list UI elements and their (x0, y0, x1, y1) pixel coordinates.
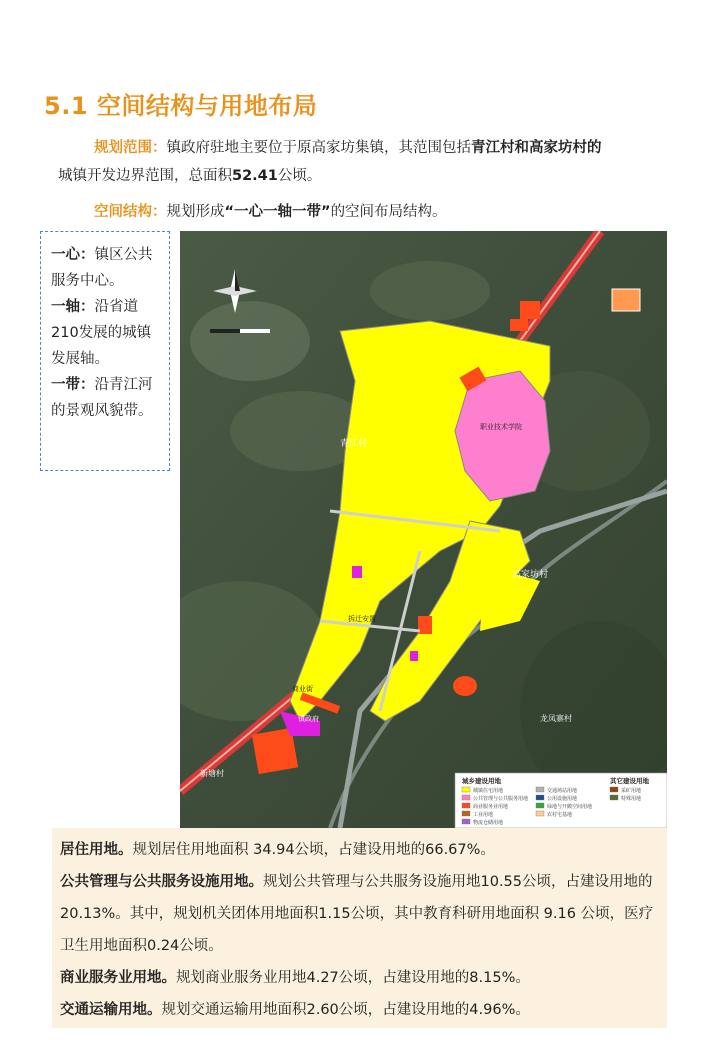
landuse-public (60, 866, 657, 962)
admin-parcel (410, 651, 418, 661)
land-use-map (180, 231, 667, 828)
landuse-key: 居住用地。 (60, 842, 133, 858)
legend-swatch (462, 795, 470, 800)
map-canvas (180, 231, 667, 828)
legend-label: 城镇住宅用地 (473, 788, 504, 794)
structure-bold: “一心一轴一带” (224, 204, 331, 220)
commercial-parcel (453, 676, 477, 696)
legend-swatch (462, 803, 470, 808)
legend-label: 公共管理与公共服务用地 (473, 796, 529, 802)
landuse-residential (60, 834, 657, 866)
legend-swatch (462, 787, 470, 792)
legend-title-urban: 城乡建设用地 (462, 777, 501, 785)
sidebox-value: 沿青江河的景观风貌带。 (51, 377, 153, 419)
legend-swatch (536, 787, 544, 792)
scope-bold-1: 青江村和高家坊村的 (471, 140, 602, 156)
map-label-longfeng: 龙凤寨村 (540, 714, 572, 723)
structure-text-1: 规划形成 (166, 204, 225, 220)
legend-label: 工业用地 (473, 812, 494, 818)
structure-lead: 空间结构： (94, 204, 167, 220)
legend-label: 特殊用地 (621, 796, 642, 802)
map-label-street: 商业街 (292, 685, 313, 693)
scale-bar (210, 329, 270, 333)
sidebox-item-axis (51, 294, 161, 372)
structure-paragraph (94, 199, 447, 225)
map-label-college: 职业技术学院 (480, 423, 522, 431)
landuse-text: 规划居住用地面积 34.94公顷，占建设用地的66.67%。 (132, 842, 495, 858)
legend-swatch (462, 819, 470, 824)
rural-parcel (612, 289, 640, 311)
scope-lead: 规划范围： (94, 140, 167, 156)
land-use-summary (52, 828, 667, 1028)
map-label-qingjiang: 青江村 (340, 439, 368, 449)
commercial-parcel (520, 301, 540, 319)
landuse-key: 商业服务业用地。 (60, 970, 176, 986)
landuse-text: 规划公共管理与公共服务设施用地10.55公顷，占建设用地的20.13%。其中，规划机关团体用地面积1.15公顷，其中教育科研用地面积 9.16 公顷，医疗卫生用地面积0.24公顷。 (60, 874, 654, 954)
legend-swatch (462, 811, 470, 816)
landuse-text: 规划商业服务业用地4.27公顷，占建设用地的8.15%。 (176, 970, 530, 986)
sidebox-item-belt (51, 372, 161, 424)
landuse-commercial (60, 962, 657, 994)
commercial-parcel (510, 319, 528, 331)
sidebox-value: 沿省道210发展的城镇发展轴。 (51, 299, 152, 367)
sidebox-key: 一轴： (51, 299, 95, 315)
map-label-resettle: 拆迁安置 (348, 615, 376, 623)
landuse-key: 交通运输用地。 (60, 1002, 162, 1018)
landuse-key: 公共管理与公共服务设施用地。 (60, 874, 263, 890)
admin-parcel (352, 566, 362, 578)
legend-label: 采矿用地 (621, 788, 642, 794)
sidebox-item-center (51, 242, 161, 294)
legend-label: 公用设施用地 (547, 796, 578, 802)
scope-paragraph (94, 135, 602, 161)
landuse-transport (60, 994, 657, 1026)
legend-swatch (610, 795, 618, 800)
legend-label: 农村宅基地 (547, 812, 573, 818)
scope-text-1: 镇政府驻地主要位于原高家坊集镇，其范围包括 (166, 140, 471, 156)
landuse-text: 规划交通运输用地面积2.60公顷，占建设用地的4.96%。 (161, 1002, 530, 1018)
legend-swatch (536, 811, 544, 816)
scope-area: 52.41 (232, 168, 278, 184)
sidebox-value: 镇区公共服务中心。 (51, 247, 153, 289)
legend-swatch (610, 787, 618, 792)
scope-paragraph-cont (58, 163, 321, 189)
legend-label: 物流仓储用地 (473, 820, 504, 826)
structure-text-2: 的空间布局结构。 (330, 204, 447, 220)
structure-sidebox (40, 231, 170, 471)
scope-text-3: 公顷。 (277, 168, 322, 184)
commercial-parcel (418, 616, 432, 634)
page-title: 5.1 空间结构与用地布局 (44, 92, 318, 120)
map-legend (455, 773, 667, 828)
legend-swatch (536, 795, 544, 800)
map-label-xinyu: 新塘村 (200, 769, 224, 778)
legend-title-other: 其它建设用地 (610, 777, 649, 785)
scope-text-2: 城镇开发边界范围，总面积 (58, 168, 232, 184)
legend-label: 绿地与开敞空间用地 (547, 804, 593, 810)
map-label-gaojiafang: 高家坊村 (512, 570, 549, 580)
map-label-gov: 镇政府 (298, 715, 319, 723)
legend-label: 商业服务业用地 (473, 804, 509, 810)
sidebox-key: 一带： (51, 377, 95, 393)
legend-label: 交通场站用地 (547, 788, 578, 794)
legend-swatch (536, 803, 544, 808)
sidebox-key: 一心： (51, 247, 95, 263)
